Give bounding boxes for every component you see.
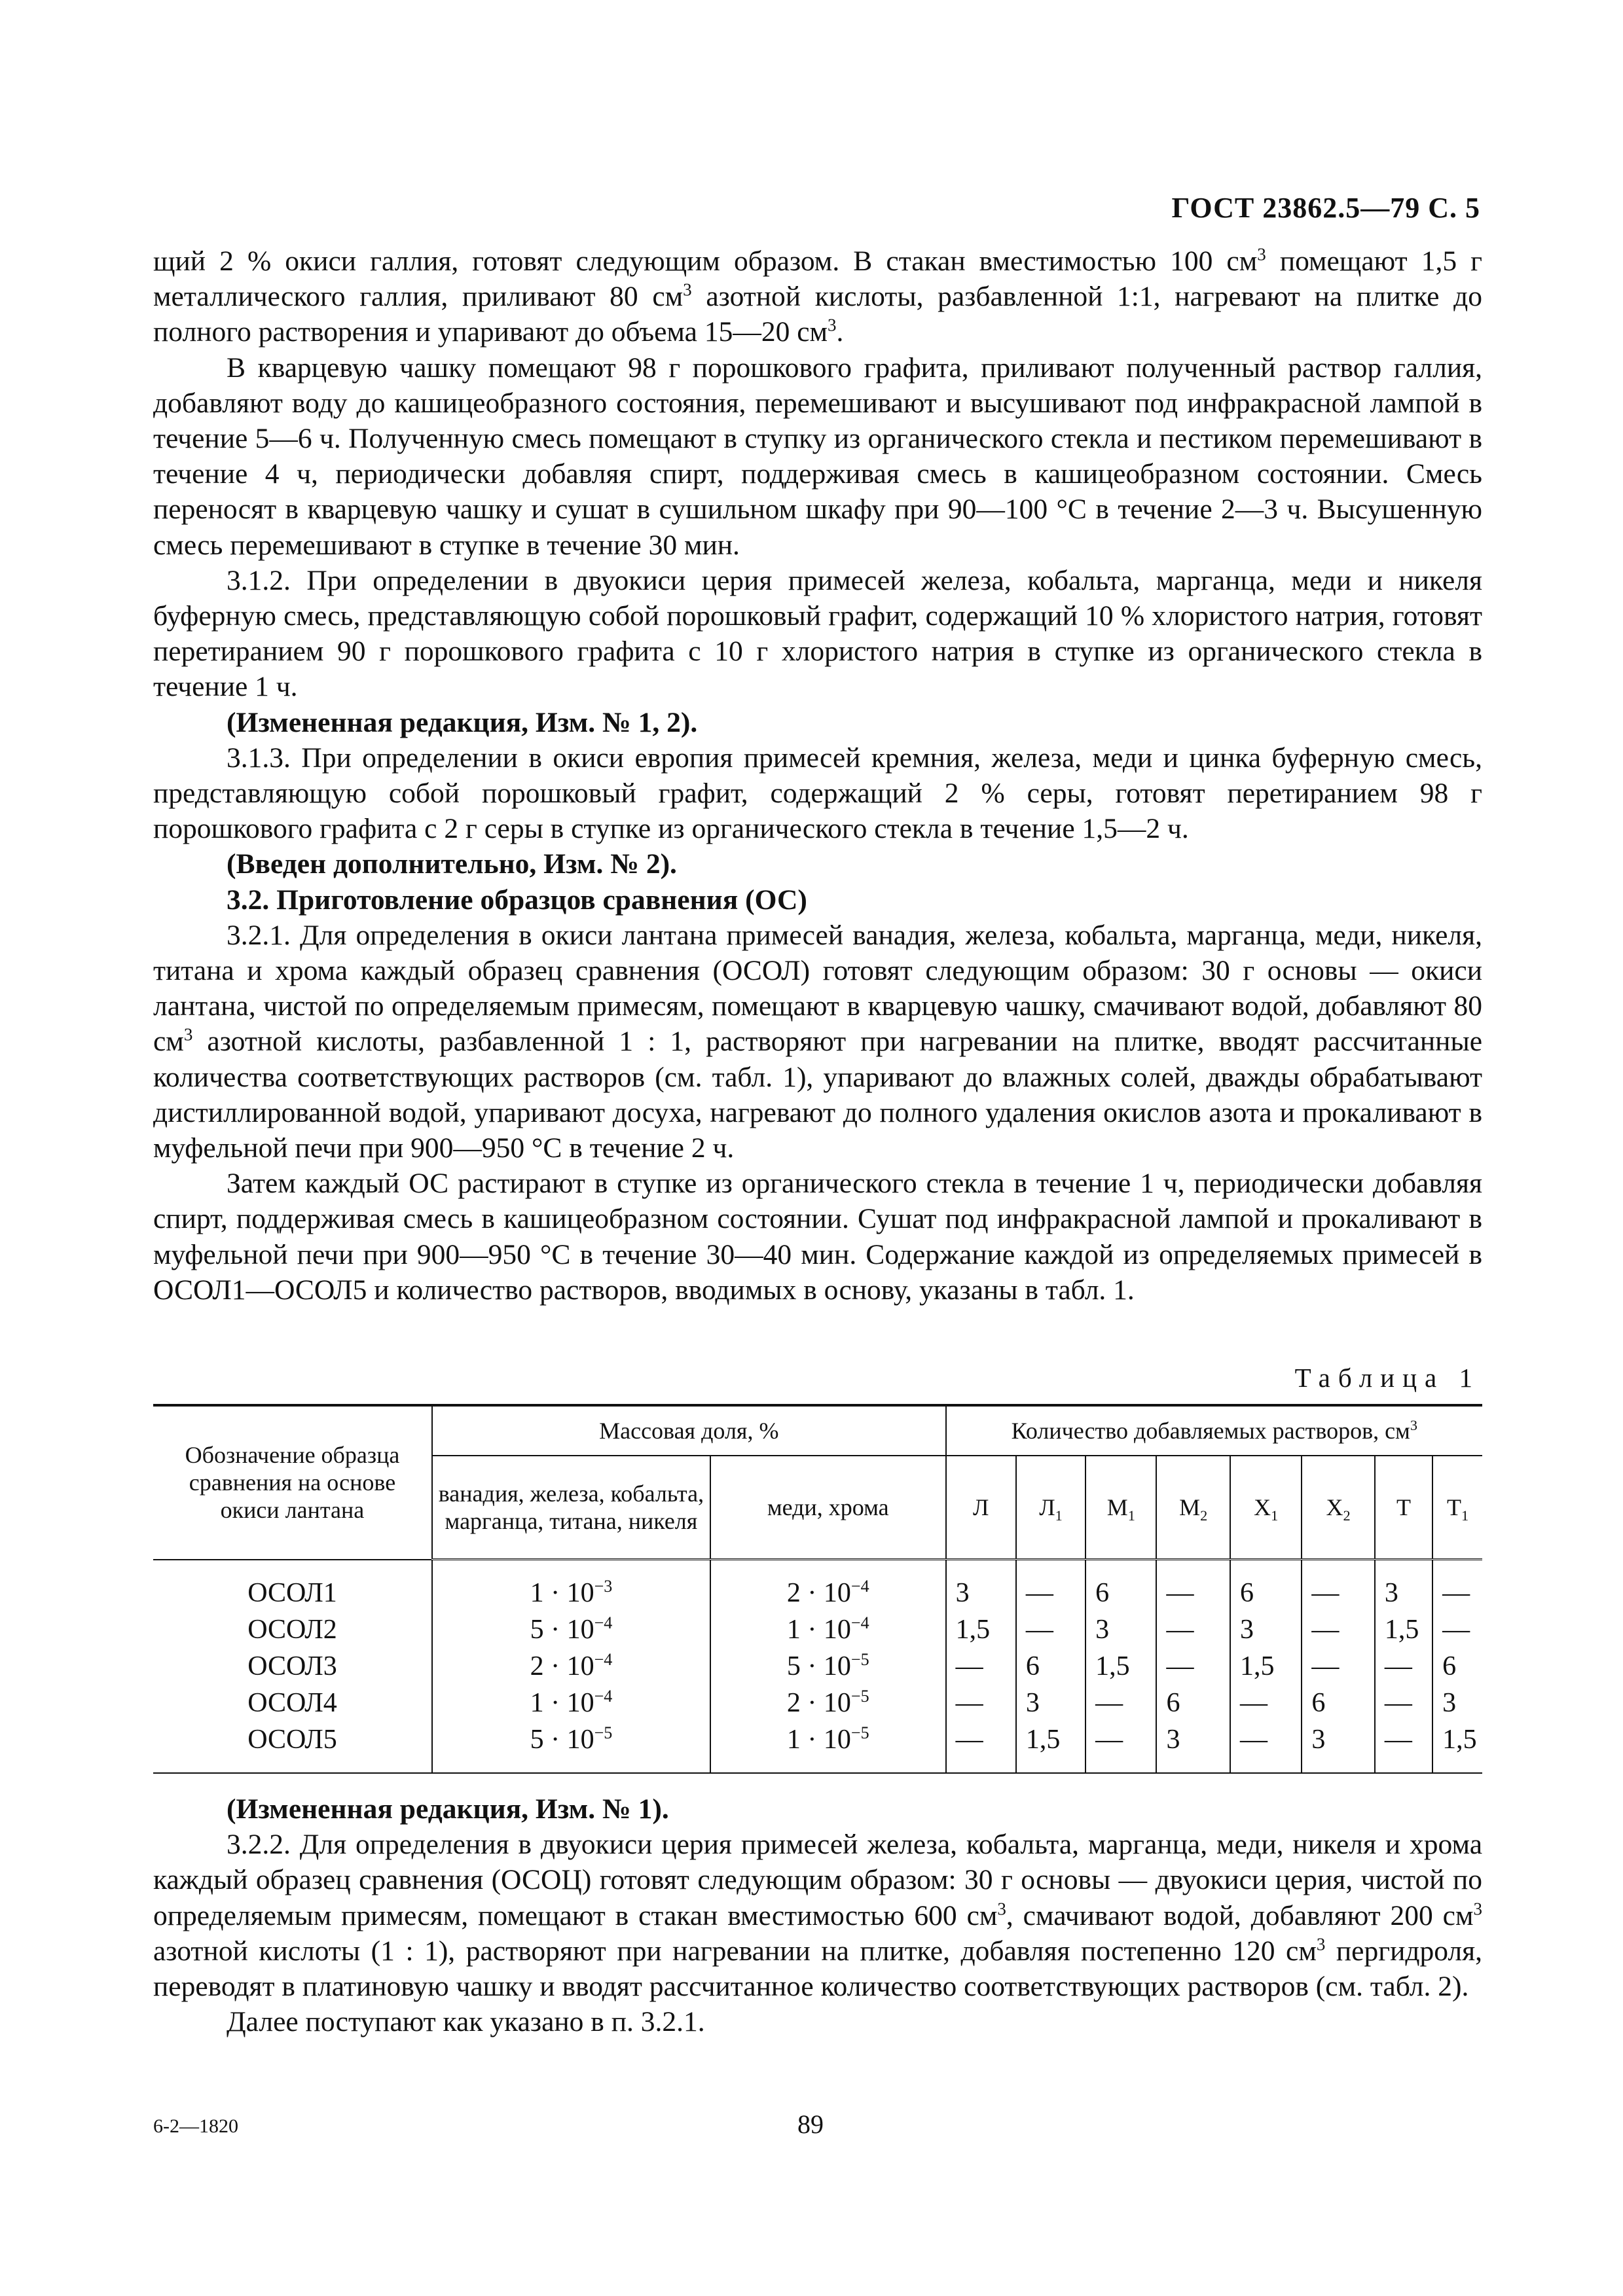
mass-fraction-2: $2 \cdot 10^{-5}$ bbox=[710, 1685, 946, 1721]
table-row bbox=[153, 1685, 1482, 1721]
page-header: ГОСТ 23862.5—79 С. 5 bbox=[1171, 192, 1480, 224]
paragraph-further: Далее поступают как указано в п. 3.2.1. bbox=[227, 2006, 705, 2038]
solution-value: — bbox=[1016, 1611, 1085, 1648]
solution-value: 3 bbox=[1230, 1611, 1302, 1648]
header-mass-group-2: меди, хрома bbox=[710, 1456, 946, 1560]
mass-fraction-2: $5 \cdot 10^{-5}$ bbox=[710, 1648, 946, 1685]
solution-value: 1,5 bbox=[1375, 1611, 1432, 1648]
header-solution-col: Т bbox=[1375, 1456, 1432, 1560]
solution-value: 1,5 bbox=[1016, 1721, 1085, 1773]
sample-name: ОСОЛ3 bbox=[247, 1651, 337, 1681]
solution-value: 1,5 bbox=[946, 1611, 1016, 1648]
mass-fraction-2: $1 \cdot 10^{-5}$ bbox=[710, 1721, 946, 1773]
header-solution-quantity: Количество добавляемых растворов, $см^3$ bbox=[946, 1405, 1482, 1456]
section-heading-3-2: 3.2. Приготовление образцов сравнения (ОС) bbox=[227, 884, 807, 916]
solution-value: 6 bbox=[1016, 1648, 1085, 1685]
mass-fraction-2: $1 \cdot 10^{-4}$ bbox=[710, 1611, 946, 1648]
paragraph-3-1-3: 3.1.3. При определении в окиси европия примесей кремния, железа, меди и цинка буферную смесь, представляющую собой порошковый графит, содержащий 2 % серы, готовят перетиранием 98 г порошкового графита с 2 г серы в ступке из органического стекла в течение 1,5—2 ч. bbox=[153, 742, 1482, 845]
solution-value: 3 bbox=[1375, 1560, 1432, 1612]
solution-value: 1,5 bbox=[1230, 1648, 1302, 1685]
header-solution-col: $М_2$ bbox=[1156, 1456, 1230, 1560]
solution-value: — bbox=[1432, 1560, 1482, 1612]
table-row bbox=[153, 1560, 1482, 1612]
text-block-top bbox=[153, 243, 1482, 1308]
solution-value: 1,5 bbox=[1085, 1648, 1156, 1685]
mass-fraction-1: $5 \cdot 10^{-4}$ bbox=[432, 1611, 710, 1648]
sample-name: ОСОЛ4 bbox=[247, 1688, 337, 1718]
solution-value: 3 bbox=[1016, 1685, 1085, 1721]
solution-value: 3 bbox=[946, 1560, 1016, 1612]
solution-value: — bbox=[1302, 1648, 1374, 1685]
solution-value: — bbox=[1016, 1560, 1085, 1612]
solution-value: — bbox=[1230, 1685, 1302, 1721]
header-solution-col: $Х_1$ bbox=[1230, 1456, 1302, 1560]
solution-value: 6 bbox=[1156, 1685, 1230, 1721]
table-row bbox=[153, 1648, 1482, 1685]
header-solution-col: $Л_1$ bbox=[1016, 1456, 1085, 1560]
mass-fraction-1: $1 \cdot 10^{-4}$ bbox=[432, 1685, 710, 1721]
mass-fraction-1: $2 \cdot 10^{-4}$ bbox=[432, 1648, 710, 1685]
solution-value: — bbox=[1085, 1685, 1156, 1721]
solution-value: — bbox=[1375, 1685, 1432, 1721]
solution-value: — bbox=[1085, 1721, 1156, 1773]
solution-value: — bbox=[1432, 1611, 1482, 1648]
solution-value: — bbox=[946, 1685, 1016, 1721]
solution-value: — bbox=[946, 1648, 1016, 1685]
header-mass-group-1: ванадия, железа, кобальта, марганца, титана, никеля bbox=[432, 1456, 710, 1560]
sample-name: ОСОЛ1 bbox=[247, 1577, 337, 1608]
solution-value: 6 bbox=[1230, 1560, 1302, 1612]
solution-value: 6 bbox=[1302, 1685, 1374, 1721]
sample-name: ОСОЛ5 bbox=[153, 1721, 432, 1773]
header-designation: Обозначение образца сравнения на основе окиси лантана bbox=[153, 1405, 432, 1560]
solution-value: 3 bbox=[1432, 1685, 1482, 1721]
amendment-note-2: (Введен дополнительно, Изм. № 2). bbox=[227, 848, 677, 880]
page-number: 89 bbox=[797, 2109, 824, 2139]
sample-name: ОСОЛ2 bbox=[247, 1615, 337, 1645]
paragraph-gallium-solution: щий 2 % окиси галлия, готовят следующим образом. В стакан вместимостью 100 $см^3$ помещают 1,5 г металлического галлия, приливают 80 $см^3$ азотной кислоты, разбавленной 1:1, нагревают на плитке до полного растворения и упаривают до объема 15—20 $см^3$. bbox=[153, 244, 1482, 348]
solution-value: 3 bbox=[1156, 1721, 1230, 1773]
solution-value: 1,5 bbox=[1432, 1721, 1482, 1773]
solution-value: 3 bbox=[1302, 1721, 1374, 1773]
solution-value: — bbox=[1302, 1611, 1374, 1648]
paragraph-3-2-2: 3.2.2. Для определения в двуокиси церия примесей железа, кобальта, марганца, меди, никеля и хрома каждый образец сравнения (ОСОЦ) готовят следующим образом: 30 г основы — двуокиси церия, чистой по определяемым примесям, помещают в стакан вместимостью 600 $см^3$, смачивают водой, добавляют 200 $см^3$ азотной кислоты (1 : 1), растворяют при нагревании на плитке, добавляя постепенно 120 $см^3$ пергидроля, переводят в платиновую чашку и вводят рассчитанное количество соответствующих растворов (см. табл. 2). bbox=[153, 1829, 1483, 2003]
table-row bbox=[153, 1611, 1482, 1648]
solution-value: — bbox=[1230, 1721, 1302, 1773]
mass-fraction-1: $1 \cdot 10^{-3}$ bbox=[432, 1560, 710, 1612]
table-caption: Таблица 1 bbox=[1294, 1363, 1480, 1393]
solution-value: 6 bbox=[1432, 1648, 1482, 1685]
paragraph-quartz-cup: В кварцевую чашку помещают 98 г порошкового графита, приливают полученный раствор галлия, добавляют воду до кашицеобразного состояния, перемешивают и высушивают под инфракрасной лампой в течение 5—6 ч. Полученную смесь помещают в ступку из органического стекла и пестиком перемешивают в течение 4 ч, периодически добавляя спирт, поддерживая смесь в кашицеобразном состоянии. Смесь переносят в кварцевую чашку и сушат в сушильном шкафу при 90—100 °С в течение 2—3 ч. Высушенную смесь перемешивают в ступке в течение 30 мин. bbox=[153, 351, 1482, 561]
solution-value: — bbox=[1156, 1648, 1230, 1685]
paragraph-3-1-2: 3.1.2. При определении в двуокиси церия примесей железа, кобальта, марганца, меди и никеля буферную смесь, представляющую собой порошковый графит, содержащий 10 % хлористого натрия, готовят перетиранием 90 г порошкового графита с 10 г хлористого натрия в ступке из органического стекла в течение 1 ч. bbox=[153, 564, 1482, 703]
solution-value: — bbox=[946, 1721, 1016, 1773]
amendment-note-1: (Измененная редакция, Изм. № 1, 2). bbox=[227, 706, 698, 738]
mass-fraction-2: $2 \cdot 10^{-4}$ bbox=[710, 1560, 946, 1612]
solution-value: — bbox=[1375, 1721, 1432, 1773]
table-row bbox=[153, 1721, 1482, 1773]
solution-value: — bbox=[1156, 1611, 1230, 1648]
text-block-bottom bbox=[153, 1791, 1482, 2039]
amendment-note-3: (Измененная редакция, Изм. № 1). bbox=[227, 1793, 669, 1825]
solution-value: 3 bbox=[1085, 1611, 1156, 1648]
solution-value: — bbox=[1156, 1560, 1230, 1612]
table-1 bbox=[153, 1404, 1482, 1774]
print-code: 6-2—1820 bbox=[153, 2115, 238, 2137]
solution-value: 6 bbox=[1085, 1560, 1156, 1612]
solution-value: — bbox=[1375, 1648, 1432, 1685]
header-solution-col: Л bbox=[946, 1456, 1016, 1560]
header-solution-col: $Т_1$ bbox=[1432, 1456, 1482, 1560]
paragraph-drying: Затем каждый ОС растирают в ступке из органического стекла в течение 1 ч, периодически добавляя спирт, поддерживая смесь в кашицеобразном состоянии. Сушат под инфракрасной лампой и прокаливают в муфельной печи при 900—950 °С в течение 30—40 мин. Содержание каждой из определяемых примесей в ОСОЛ1—ОСОЛ5 и количество растворов, вводимых в основу, указаны в табл. 1. bbox=[153, 1168, 1482, 1306]
header-solution-col: $Х_2$ bbox=[1302, 1456, 1374, 1560]
header-solution-col: $М_1$ bbox=[1085, 1456, 1156, 1560]
mass-fraction-1: $5 \cdot 10^{-5}$ bbox=[432, 1721, 710, 1773]
paragraph-3-2-1: 3.2.1. Для определения в окиси лантана примесей ванадия, железа, кобальта, марганца, меди, никеля, титана и хрома каждый образец сравнения (ОСОЛ) готовят следующим образом: 30 г основы — окиси лантана, чистой по определяемым примесям, помещают в кварцевую чашку, смачивают водой, добавляют 80 $см^3$ азотной кислоты, разбавленной 1 : 1, растворяют при нагревании на плитке, вводят рассчитанные количества соответствующих растворов (см. табл. 1), упаривают до влажных солей, дважды обрабатывают дистиллированной водой, упаривают досуха, нагревают до полного удаления окислов азота и прокаливают в муфельной печи при 900—950 °С в течение 2 ч. bbox=[153, 919, 1482, 1164]
header-mass-fraction: Массовая доля, % bbox=[432, 1405, 946, 1456]
solution-value: — bbox=[1302, 1560, 1374, 1612]
